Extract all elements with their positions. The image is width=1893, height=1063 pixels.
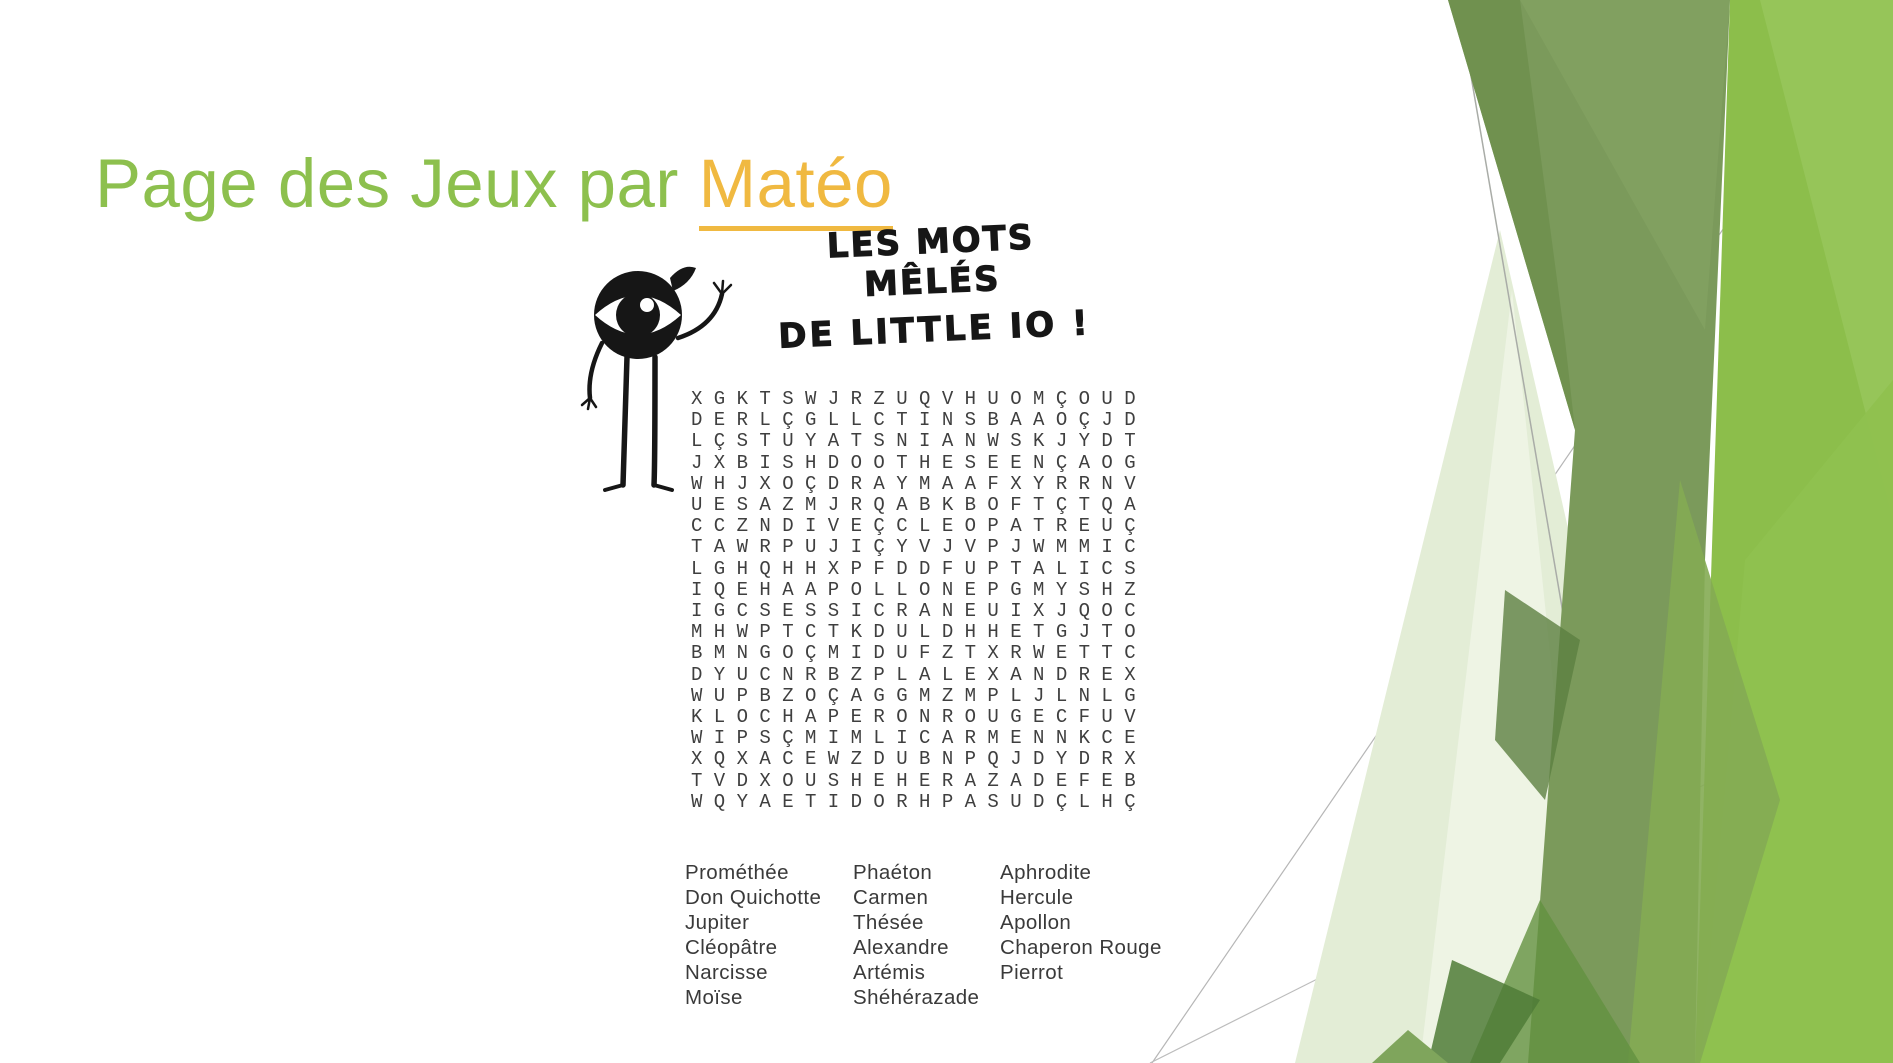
grid-row: XQXACEWZDUBNPQJDYDRX xyxy=(691,748,1148,771)
grid-row: DERLÇGLLCTINSBAAOÇJD xyxy=(691,409,1148,432)
puzzle-heading-line1: LES MOTS MÊLÉS xyxy=(825,217,1036,305)
grid-row: IQEHAAPOLLONEPGMYSHZ xyxy=(691,578,1148,601)
grid-row: IGCSESSICRANEUIXJQOC xyxy=(691,600,1148,623)
word-item: Chaperon Rouge xyxy=(1000,936,1162,959)
word-item: Narcisse xyxy=(685,961,768,984)
grid-row: WIPSÇMIMLICARMENNKCE xyxy=(691,727,1148,750)
puzzle-heading-line2: DE LITTLE IO ! xyxy=(777,303,1092,357)
word-item: Shéhérazade xyxy=(853,986,980,1009)
grid-row: LÇSTUYATSNIANWSKJYDT xyxy=(691,430,1148,453)
letter-grid xyxy=(691,389,1147,813)
grid-row: WHJXOÇDRAYMAAFXYRRNV xyxy=(691,472,1148,495)
word-item: Alexandre xyxy=(853,936,949,959)
word-list-column-2 xyxy=(853,860,979,1010)
word-item: Aphrodite xyxy=(1000,861,1092,884)
word-item: Jupiter xyxy=(685,911,750,934)
word-item: Don Quichotte xyxy=(685,886,822,909)
word-item: Phaéton xyxy=(853,861,933,884)
grid-row: WUPBZOÇAGGMZMPLJLNLG xyxy=(691,684,1148,707)
grid-row: TAWRPUJIÇYVJVPJWMMIC xyxy=(691,536,1148,559)
word-item: Apollon xyxy=(1000,911,1072,934)
word-item: Hercule xyxy=(1000,886,1074,909)
page-title-text: Page des Jeux par xyxy=(95,145,699,223)
puzzle-heading xyxy=(757,215,1107,358)
grid-row: BMNGOÇMIDUFZTXRWETTC xyxy=(691,642,1148,665)
word-item: Pierrot xyxy=(1000,961,1064,984)
grid-row: KLOCHAPERONROUGECFUV xyxy=(691,706,1148,729)
grid-row: JXBISHDOOTHESEENÇAOG xyxy=(691,451,1148,474)
page-title xyxy=(95,144,893,223)
word-item: Cléopâtre xyxy=(685,936,778,959)
grid-row: TVDXOUSHEHERAZADEFEB xyxy=(691,769,1148,792)
word-list-column-1 xyxy=(685,860,821,1010)
word-list-column-3 xyxy=(1000,860,1162,985)
grid-row: DYUCNRBZPLALEXANDREX xyxy=(691,663,1148,686)
mateo-link[interactable]: Matéo xyxy=(699,145,893,231)
grid-row: LGHQHHXPFDDFUPTALICS xyxy=(691,557,1148,580)
grid-row: CCZNDIVEÇCLEOPATREUÇ xyxy=(691,515,1148,538)
grid-row: WQYAETIDORHPASUDÇLHÇ xyxy=(691,790,1148,813)
word-item: Carmen xyxy=(853,886,929,909)
grid-row: MHWPTCTKDULDHHETGJTO xyxy=(691,621,1148,644)
word-item: Moïse xyxy=(685,986,743,1009)
grid-row: XGKTSWJRZUQVHUOMÇOUD xyxy=(691,388,1148,410)
word-item: Thésée xyxy=(853,911,924,934)
word-item: Artémis xyxy=(853,961,926,984)
word-item: Prométhée xyxy=(685,861,789,884)
grid-row: UESAZMJRQABKBOFTÇTQA xyxy=(691,494,1148,517)
